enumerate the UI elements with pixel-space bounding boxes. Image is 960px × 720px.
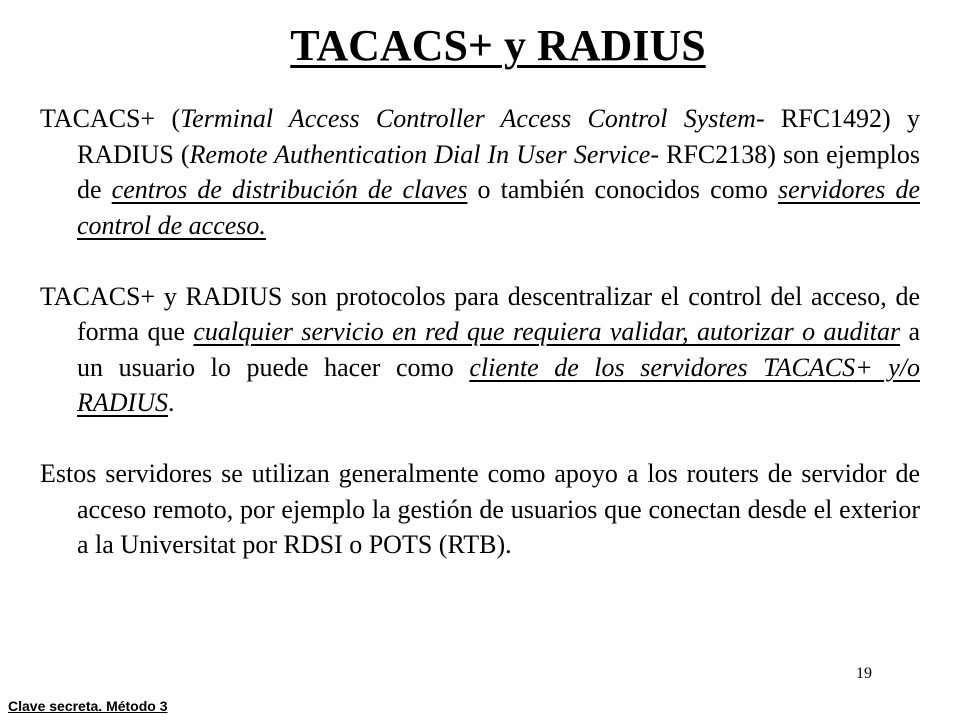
slide-title-text: TACACS+ y RADIUS [290,21,706,70]
paragraph-servers: Estos servidores se utilizan generalmente como apoyo a los routers de servidor de acceso remoto, por ejemplo la gestión de usuarios que conectan desde el exterior a la Universitat por RDSI o POTS (RTB). [40,459,920,559]
paragraph-protocols: TACACS+ y RADIUS son protocolos para descentralizar el control del acceso, de forma que cualquier servicio en red que requiera validar, autorizar o auditar a un usuario lo puede hacer como cliente de los servidores TACACS+ y/o RADIUS. [40,281,921,417]
page-number: 19 [856,665,872,682]
slide-title [0,18,960,74]
paragraph-definition: TACACS+ (Terminal Access Controller Access Control System- RFC1492) y RADIUS (Remote Authentication Dial In User Service- RFC2138) son ejemplos de centros de distribución de claves o también conocidos como servidores de control de acceso. [40,104,920,240]
footer-label: Clave secreta. Método 3 [8,698,168,714]
slide-body [40,101,920,563]
